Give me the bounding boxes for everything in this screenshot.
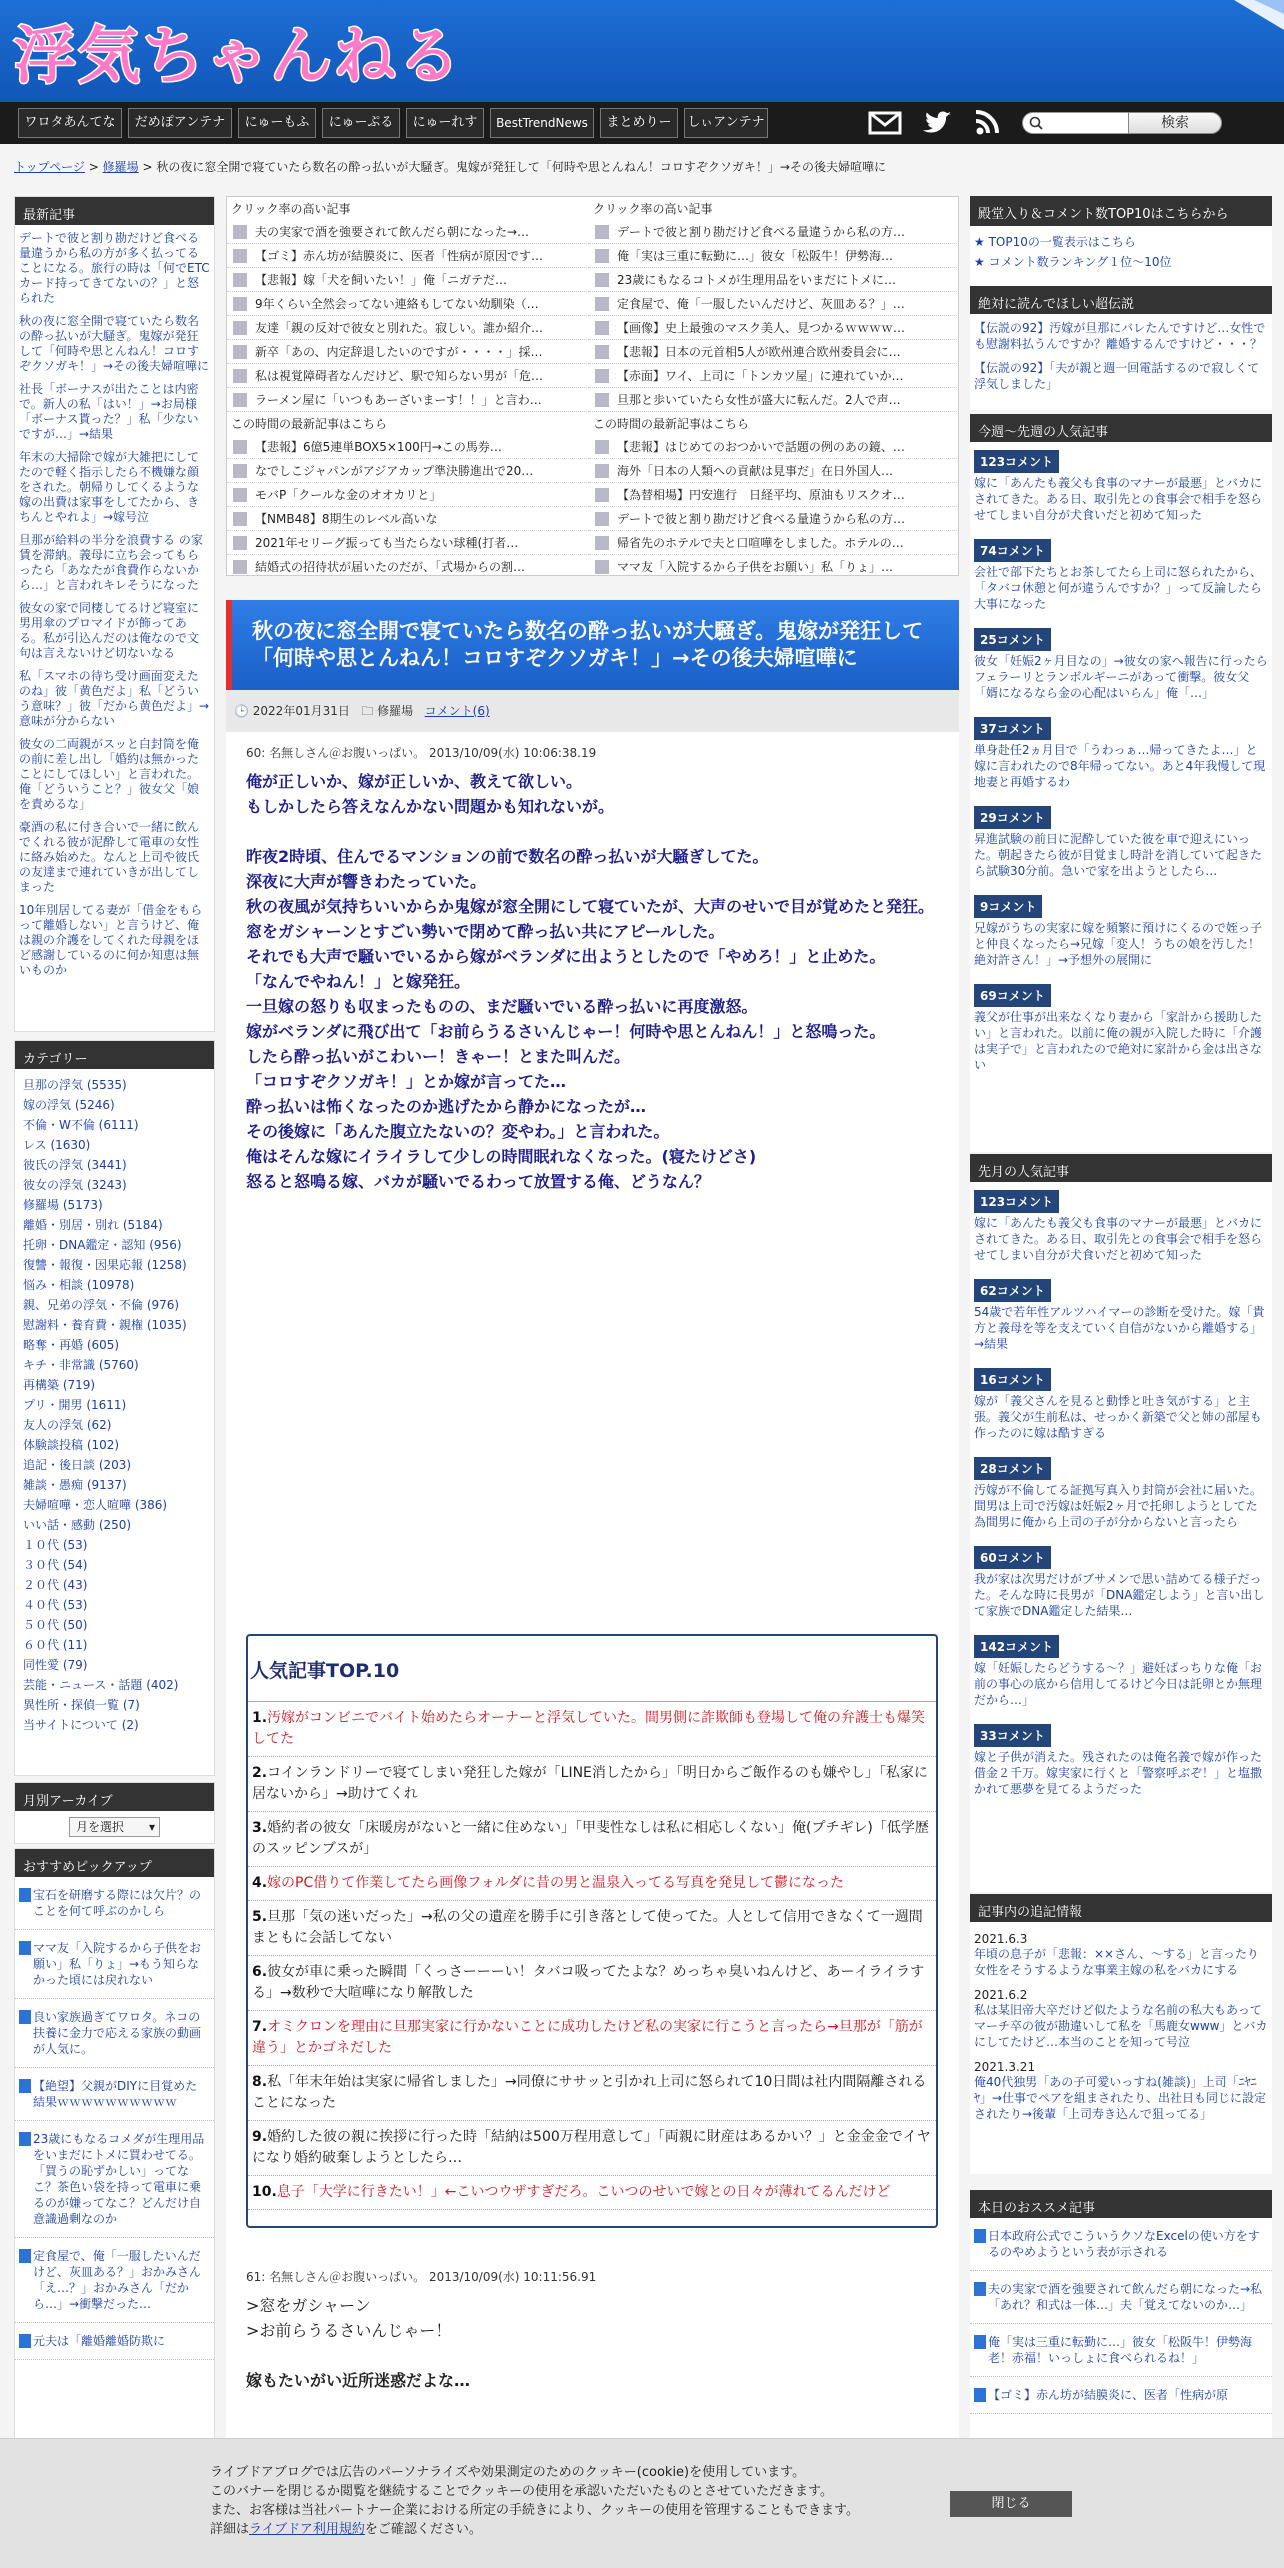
update-date: 2021.6.2 — [974, 1988, 1028, 2002]
search-icon — [1029, 116, 1043, 130]
category-link[interactable]: 略奪・再婚 (605) — [23, 1338, 120, 1352]
site-logo[interactable]: 浮気ちゃんねる — [14, 19, 463, 92]
nav-item-matomery[interactable]: まとめりー — [600, 108, 678, 138]
clock-icon: 🕒 — [234, 704, 249, 718]
crosslink-text: 【ゴミ】赤ん坊が結膜炎に、医者「性病が原因です… — [255, 249, 544, 263]
crosslink-thumbnail — [233, 393, 247, 407]
category-link[interactable]: 復讐・報復・因果応報 (1258) — [23, 1258, 187, 1272]
category-link[interactable]: ５０代 (50) — [23, 1618, 88, 1632]
post-line: 俺が正しいか、嫁が正しいか、教えて欲しい。 — [246, 772, 583, 791]
pickup-link[interactable]: 【絶望】父親がDIYに目覚めた結果ｗｗｗｗｗｗｗｗｗｗ — [15, 2068, 214, 2121]
crosslink-title-4: この時間の最新記事はこちら — [593, 417, 750, 431]
popular-article-link[interactable]: 嫁に「あんたも義父も食事のマナーが最悪」とバカにされてきた。ある日、取引先との食事会で相手を怒らせてしまい自分が犬食いだと初めて知った — [974, 476, 1263, 522]
post-line: 嫁がベランダに飛び出て「お前らうるさいんじゃー！何時や思とんねん！」と怒鳴った。 — [246, 1022, 886, 1041]
comment-count-badge: 37コメント — [974, 717, 1051, 740]
popular-article-link[interactable]: 54歳で若年性アルツハイマーの診断を受けた。嫁「貴方と義母を等を支えていく自信がないから離婚する」→結果 — [974, 1305, 1265, 1351]
crosslink-text: 友達「親の反対で彼女と別れた。寂しい。誰か紹介… — [255, 321, 544, 335]
crosslink-thumbnail — [595, 297, 609, 311]
crosslink-item[interactable] — [227, 292, 589, 316]
chevron-down-icon: ▾ — [148, 1820, 155, 1834]
crosslink-thumbnail — [233, 297, 247, 311]
post-line: 「なんでやねん！」と嫁発狂。 — [246, 972, 471, 991]
comment-count-badge: 62コメント — [974, 1279, 1051, 1302]
category-link[interactable]: 芸能・ニュース・話題 (402) — [23, 1678, 179, 1692]
post-line: 「コロすぞクソガキ！」とか嫁が言ってた… — [246, 1072, 567, 1091]
cookie-text-line: また、お客様は当社パートナー企業における所定の手続きにより、クッキーの使用を管理することもできます。 — [210, 2503, 859, 2518]
crosslink-thumbnail — [595, 369, 609, 383]
site-header — [0, 0, 1284, 102]
post-line: 俺はそんな嫁にイライラして少しの時間眠れなくなった。(寝たけどさ) — [246, 1147, 757, 1166]
ranking-number: 4. — [252, 1875, 268, 1891]
crosslink-thumbnail — [233, 440, 247, 454]
category-link[interactable]: 嫁の浮気 (5246) — [23, 1098, 115, 1112]
ranking-text: 彼女が車に乗った瞬間「くっさーーーい！タバコ吸ってたよな？めっちゃ臭いねんけど、あーイライラする」→数秒で大喧嘩になり解散した — [252, 1964, 925, 2001]
recommend-link[interactable]: 俺「実は三重に転勤に…」彼女「松阪牛！伊勢海老！赤福！いっしょに食べられるね！」 — [970, 2324, 1272, 2377]
ranking-item[interactable] — [248, 1702, 936, 1757]
ranking-number: 5. — [252, 1909, 268, 1925]
comment-count-badge: 29コメント — [974, 806, 1051, 829]
nav-item-warota[interactable]: ワロタあんてな — [18, 108, 122, 138]
comment-count-badge: 74コメント — [974, 539, 1051, 562]
top10-box — [970, 196, 1272, 288]
article-comments-link[interactable]: コメント(6) — [424, 704, 490, 718]
popular-top10-title: 人気記事TOP.10 — [248, 1646, 936, 1702]
crosslink-thumbnail — [233, 369, 247, 383]
crosslink-text: デートで彼と割り勘だけど食べる量違うから私の方… — [617, 512, 906, 526]
post-line: したら酔っ払いがこわいー！きゃー！とまた叫んだ。 — [246, 1047, 631, 1066]
crosslink-item[interactable] — [589, 459, 957, 483]
crosslink-title-1: クリック率の高い記事 — [231, 202, 351, 216]
crosslink-text: 【悲報】日本の元首相5人が欧州連合欧州委員会に… — [617, 345, 901, 359]
cookie-close-button[interactable]: 閉じる — [950, 2491, 1072, 2517]
post-line: もしかしたら答えなんかない問題かも知れないが。 — [246, 797, 615, 816]
crosslink-text: 【悲報】はじめてのおつかいで話題の例のあの鏡、… — [617, 440, 905, 454]
category-link[interactable]: 悩み・相談 (10978) — [23, 1278, 135, 1292]
crosslink-text: 俺「実は三重に転勤に…」彼女「松阪牛！伊勢海… — [617, 249, 894, 263]
crosslink-thumbnail — [595, 560, 609, 574]
recent-article-link[interactable]: デートで彼と割り勘だけど食べる量違うから私の方が多く払ってることになる。旅行の時は「何でETCカード持ってきてないの？」と怒られた — [19, 231, 210, 305]
ranking-number: 2. — [252, 1765, 268, 1781]
crosslink-thumbnail — [233, 321, 247, 335]
crosslink-thumbnail — [595, 249, 609, 263]
crosslink-text: 夫の実家で酒を強要されて飲んだら朝になった→… — [255, 225, 530, 239]
crosslink-thumbnail — [595, 536, 609, 550]
crosslink-thumbnail — [233, 249, 247, 263]
crosslink-text: 結婚式の招待状が届いたのだが、「式場からの割… — [255, 560, 526, 574]
recent-article-link[interactable]: 年末の大掃除で嫁が大雑把にしてたので軽く指示したら不機嫌な顔をされた。朝帰りしてくるような嫁の出費は家事をしてたから、きちんとやれよ」→嫁号泣 — [19, 450, 200, 524]
top10-title: 殿堂入り＆コメント数TOP10はこちらから — [970, 196, 1272, 226]
archive-select[interactable]: 月を選択 ▾ — [69, 1817, 160, 1837]
category-link[interactable]: 彼女の浮気 (3243) — [23, 1178, 127, 1192]
crosslink-text: 定食屋で、俺「一服したいんだけど、灰皿ある？」… — [617, 297, 905, 311]
categories-box — [14, 1040, 215, 1776]
crosslink-title-2: クリック率の高い記事 — [593, 202, 713, 216]
crosslink-thumbnail — [595, 345, 609, 359]
popular-article-link[interactable]: 会社で部下たちとお茶してたら上司に怒られたから、「タバコ休憩と何が違うんですか？」って反論したら大事になった — [974, 565, 1263, 611]
comment-count-badge: 60コメント — [974, 1546, 1051, 1569]
pickup-link[interactable]: 宝石を研磨する際には欠片？のことを何て呼ぶのかしら — [15, 1877, 214, 1930]
category-link[interactable]: レス (1630) — [23, 1138, 91, 1152]
post-line — [246, 2343, 946, 2368]
post-line: >お前らうるさいんじゃー！ — [246, 2321, 452, 2340]
crosslink-item[interactable] — [227, 459, 589, 483]
popular-article-link[interactable]: 単身赴任2ヵ月目で「うわっぁ…帰ってきたよ…」と嫁に言われたので8年帰ってない。あと4年我慢して現地妻と再婚するわ — [974, 743, 1266, 789]
category-link[interactable]: 友人の浮気 (62) — [23, 1418, 112, 1432]
search-button[interactable]: 検索 — [1128, 112, 1222, 134]
pickup-link[interactable]: 元夫は「離婚離婚防欺に — [15, 2323, 214, 2360]
category-link[interactable]: 旦那の浮気 (5535) — [23, 1078, 127, 1092]
category-link[interactable]: 修羅場 (5173) — [23, 1198, 103, 1212]
ranking-item[interactable] — [248, 1956, 936, 2011]
crosslink-text: 【悲報】6億5連単BOX5×100円→この馬券… — [255, 440, 502, 454]
crosslink-text: 帰省先のホテルで夫と口喧嘩をしました。ホテルの… — [617, 536, 904, 550]
crosslink-thumbnail — [233, 464, 247, 478]
ranking-number: 10. — [252, 2184, 277, 2200]
nav-item-damepo[interactable]: だめぽアンテナ — [128, 108, 232, 138]
category-link[interactable]: プリ・開男 (1611) — [23, 1398, 127, 1412]
popular-article-link[interactable]: 嫁と子供が消えた。残されたのは俺名義で嫁が作った借金２千万。嫁実家に行くと「警察呼ぶぞ！」と塩撒かれて悪夢を見てるようだった — [974, 1750, 1263, 1796]
article-title: 秋の夜に窓全開で寝ていたら数名の酔っ払いが大騒ぎ。鬼嫁が発狂して「何時や思とんねん！コロすぞクソガキ！」→その後夫婦喧嘩に — [226, 600, 959, 690]
post-line: 怒ると怒鳴る嫁、バカが騒いでるわって放置する俺、どうなん？ — [246, 1172, 710, 1191]
recommend-link[interactable]: 日本政府公式でこういうクソなExcelの使い方をするのやめようという表が示される — [970, 2218, 1272, 2271]
pickup-link[interactable]: 23歳にもなるコメダが生理用品をいまだにトメに買わせてる。「買うの恥ずかしい」ってなこ？茶色い袋を持って電車に乗るのが嫌ってなこ？どんだけ自意識過剰なのか — [15, 2121, 214, 2238]
popular-article-link[interactable]: 嫁が「義父さんを見ると動悸と吐き気がする」と主張。義父が生前私は、せっかく新築で父と姉の部屋も作ったのに嫁は酷すぎる — [974, 1394, 1262, 1440]
crosslink-text: 海外「日本の人類への貢献は見事だ」在日外国人… — [617, 464, 894, 478]
cookie-text-line: 詳細はライブドア利用規約をご確認ください。 — [210, 2522, 482, 2537]
comment-count-badge: 142コメント — [974, 1635, 1059, 1658]
crosslink-thumbnail — [595, 488, 609, 502]
recent-article-link[interactable]: 私「スマホの待ち受け画面変えたのね」彼「黄色だよ」私「どういう意味？」彼「だから黄色だよ」→意味が分からない — [19, 669, 210, 728]
pickup-link[interactable]: 定食屋で、俺「一服したいんだけど、灰皿ある？」おかみさん「え…？」おかみさん「だから…」→衝撃だった… — [15, 2238, 214, 2323]
crosslink-item[interactable] — [227, 388, 589, 412]
crosslink-thumbnail — [233, 345, 247, 359]
category-link[interactable]: 彼氏の浮気 (3441) — [23, 1158, 127, 1172]
ranking-item[interactable] — [248, 1901, 936, 1956]
crosslink-item[interactable] — [227, 483, 589, 507]
popular-article-link[interactable]: 彼女「妊娠2ヶ月目なの」→彼女の家へ報告に行ったらフェラーリとランボルギーニがあって衝撃。彼女父「婿になるなら金の心配はいらん」俺「…」 — [974, 654, 1268, 700]
ranking-item[interactable] — [248, 1867, 936, 1901]
recent-articles-box — [14, 196, 215, 1032]
popular-article-link[interactable]: 我が家は次男だけがブサメンで思い詰めてる様子だった。そんな時に長男が「DNA鑑定しよう」と言い出して家族でDNA鑑定した結果… — [974, 1572, 1265, 1618]
pickup-link[interactable]: ママ友「入院するから子供をお願い」私「りょ」→もう知らなかった頃には戻れない — [15, 1930, 214, 1999]
post-line: 一旦嫁の怒りも収まったものの、まだ騒いでいる酔っ払いに再度激怒。 — [246, 997, 758, 1016]
cookie-text-line: ライブドアブログでは広告のパーソナライズや効果測定のためのクッキー(cookie)を使用しています。 — [210, 2465, 806, 2480]
crosslink-text: 私は視覚障碍者なんだけど、駅で知らない男が「危… — [255, 369, 544, 383]
rss-icon[interactable] — [972, 109, 1006, 137]
ranking-number: 6. — [252, 1964, 268, 1980]
nav-item-nyuresu[interactable]: にゅーれす — [406, 108, 484, 138]
crosslink-text: 旦那と歩いていたら女性が盛大に転んだ。2人で声… — [617, 393, 901, 407]
popular-article-link[interactable]: 嫁「妊娠したらどうする～？」避妊ばっちりな俺「お前の事心の底から信用してるけど今日は託卵とか無理だから…」 — [974, 1661, 1263, 1707]
popular-article-link[interactable]: 兄嫁がうちの実家に嫁を頻繁に預けにくるので姪っ子と仲良くなったら→兄嫁「変人！うちの娘を汚した！絶対許さん！」→予想外の展開に — [974, 921, 1263, 967]
category-link[interactable]: ６０代 (11) — [23, 1638, 88, 1652]
recent-article-link[interactable]: 秋の夜に窓全開で寝ていたら数名の酔っ払いが大騒ぎ。鬼嫁が発狂して「何時や思とんねん！コロすぞクソガキ！」→その後夫婦喧嘩に — [19, 314, 210, 373]
nav-item-shii[interactable]: しぃアンテナ — [684, 108, 768, 138]
post-line — [246, 819, 939, 844]
crosslink-title-3: この時間の最新記事はこちら — [231, 417, 388, 431]
crosslink-text: なでしこジャパンがアジアカップ準決勝進出で20… — [255, 464, 534, 478]
crosslink-item[interactable] — [589, 435, 957, 459]
category-link[interactable]: 当サイトについて (2) — [23, 1718, 139, 1732]
comment-count-badge: 33コメント — [974, 1724, 1051, 1747]
ranking-text: 息子「大学に行きたい！」←こいつウザすぎだろ。こいつのせいで嫁との日々が薄れてるんだけど — [276, 2184, 891, 2200]
crosslink-thumbnail — [595, 321, 609, 335]
ranking-text: 嫁のPC借りて作業してたら画像フォルダに昔の男と温泉入ってる写真を発見して鬱になった — [267, 1875, 845, 1891]
category-link[interactable]: 同性愛 (79) — [23, 1658, 88, 1672]
comment-ranking-link[interactable]: ★ コメント数ランキング１位～10位 — [974, 255, 1172, 269]
monthly-popular-box — [970, 1154, 1272, 1892]
crosslink-item[interactable] — [589, 268, 957, 292]
crosslink-item[interactable] — [227, 364, 589, 388]
crosslink-item[interactable] — [227, 244, 589, 268]
recommend-link[interactable]: 夫の実家で酒を強要されて飲んだら朝になった→私「あれ？和式は一体…」夫「覚えてないのか…」 — [970, 2271, 1272, 2324]
post-line: その後嫁に「あんた腹立たないの？変やわ。」と言われた。 — [246, 1122, 670, 1141]
post-line: 深夜に大声が響きわたっていた。 — [246, 872, 487, 891]
ranking-text: 私「年末年始は実家に帰省しました」→同僚にササッと引かれ上司に怒られて10日間は社内間隔離されることになった — [252, 2074, 927, 2111]
crosslink-item[interactable] — [589, 555, 957, 576]
comment-count-badge: 28コメント — [974, 1457, 1051, 1480]
crosslink-item[interactable] — [589, 531, 957, 555]
crosslink-text: 9年くらい全然会ってない連絡もしてない幼馴染（… — [255, 297, 539, 311]
crosslink-text: モバP「クールな金のオオカリと」 — [255, 488, 442, 502]
weekly-popular-box — [970, 414, 1272, 1152]
cookie-banner — [0, 2438, 1284, 2568]
ranking-item[interactable] — [248, 2066, 936, 2121]
comment-count-badge: 16コメント — [974, 1368, 1051, 1391]
update-link[interactable]: 俺40代独男「あの子可愛いっすね(雑談)」上司「ﾆﾔﾆﾔ」→仕事でペアを組まされたり、出社日も同じに設定されたり→後輩「上司寿き込んで狙ってる」 — [974, 2075, 1267, 2121]
breadcrumb-current: 秋の夜に窓全開で寝ていたら数名の酔っ払いが大騒ぎ。鬼嫁が発狂して「何時や思とんねん！コロすぞクソガキ！」→その後夫婦喧嘩に — [156, 160, 886, 174]
recommend-title: 本日のおススメ記事 — [970, 2190, 1272, 2218]
recent-article-link[interactable]: 旦那が給料の半分を浪費する の家賃を滞納。義母に立ち会ってもらったら「あなたが食費作らないから…」と言われキレそうになった — [19, 533, 203, 592]
crosslink-item[interactable] — [589, 316, 957, 340]
crosslink-item[interactable] — [589, 220, 957, 244]
popular-article-link[interactable]: 嫁に「あんたも義父も食事のマナーが最悪」とバカにされてきた。ある日、取引先との食事会で相手を怒らせてしまい自分が犬食いだと初めて知った — [974, 1216, 1263, 1262]
crosslink-text: 新卒「あの、内定辞退したいのですが・・・・」採… — [255, 345, 543, 359]
pickup-title: おすすめピックアップ — [15, 1849, 214, 1877]
crosslink-text: ママ友「入院するから子供をお願い」私「りょ」… — [617, 560, 894, 574]
folder-icon: 🗀 — [361, 704, 374, 718]
recommend-link[interactable]: 【ゴミ】赤ん坊が結膜炎に、医者「性病が原 — [970, 2377, 1272, 2414]
update-link[interactable]: 私は某旧帝大卒だけど似たような名前の私大もあってマーチ卒の彼が勘違いして私を「馬鹿女www」とバカにしてたけど…本当のことを知って号泣 — [974, 2003, 1268, 2049]
category-link[interactable]: 慰謝料・養育費・親権 (1035) — [23, 1318, 187, 1332]
category-link[interactable]: 体験談投稿 (102) — [23, 1438, 120, 1452]
crosslink-item[interactable] — [227, 507, 589, 531]
crosslink-thumbnail — [595, 512, 609, 526]
crosslink-thumbnail — [233, 536, 247, 550]
ranking-number: 7. — [252, 2019, 268, 2035]
crosslink-item[interactable] — [227, 268, 589, 292]
post-line: >窓をガシャーン — [246, 2296, 371, 2315]
crosslink-item[interactable] — [227, 316, 589, 340]
recent-article-link[interactable]: 社長「ボーナスが出たことは内密で。新人の私「はい！」→お局様「ボーナス貰った？」私「少ないですが…」→結果 — [19, 382, 199, 441]
crosslink-item[interactable] — [227, 340, 589, 364]
crosslink-text: 2021年セリーグ振っても当たらない球種(打者… — [255, 536, 519, 550]
ranking-item[interactable] — [248, 1757, 936, 1812]
ranking-text: コインランドリーで寝てしまい発狂した嫁が「LINE消したから」「明日からご飯作るのも嫌やし」「私家に居ないから」→助けてくれ — [252, 1765, 928, 1802]
popular-article-link[interactable]: 義父が仕事が出来なくなり妻から「家計から援助したい」と言われた。以前に俺の親が入院した時に「介護は実子で」と言われたので絶対に家計から金は出さない — [974, 1010, 1263, 1072]
archive-box — [14, 1782, 215, 1844]
crosslink-thumbnail — [233, 488, 247, 502]
category-link[interactable]: ２０代 (43) — [23, 1578, 88, 1592]
post-line: 窓をガシャーンとすごい勢いで閉めて酔っ払い共にアピールした。 — [246, 922, 725, 941]
category-link[interactable]: キチ・非常識 (5760) — [23, 1358, 139, 1372]
must-read-link[interactable]: 【伝説の92】汚嫁が旦那にバレたんですけど…女性でも慰謝料払うんですか？離婚するんですけど・・・？ — [974, 321, 1266, 351]
crosslink-item[interactable] — [227, 435, 589, 459]
category-link[interactable]: 親、兄弟の浮気・不倫 (976) — [23, 1298, 180, 1312]
nav-item-nyupuru[interactable]: にゅーぷる — [322, 108, 400, 138]
top10-list-link[interactable]: ★ TOP10の一覧表示はこちら — [974, 235, 1136, 249]
crosslink-text: 【NMB48】8期生のレベル高いな — [255, 512, 438, 526]
livedoor-terms-link[interactable]: ライブドア利用規約 — [249, 2522, 365, 2537]
updates-title: 記事内の追記情報 — [970, 1894, 1272, 1922]
breadcrumb-category[interactable]: 修羅場 — [102, 160, 139, 174]
ranking-text: 旦那「気の迷いだった」→私の父の遺産を勝手に引き落として使ってた。人として信用できなくて一週間まともに会話してない — [252, 1909, 923, 1946]
category-link[interactable]: 異性所・探偵一覧 (7) — [23, 1698, 140, 1712]
crosslink-thumbnail — [233, 273, 247, 287]
ranking-text: 婚約者の彼女「床暖房がないと一緒に住めない」「甲斐性なしは私に相応しくない」俺(プチギレ)「低学歴のスッピンブスが」 — [252, 1820, 929, 1857]
crosslink-thumbnail — [595, 464, 609, 478]
ranking-number: 3. — [252, 1820, 268, 1836]
crosslink-item[interactable] — [227, 555, 589, 576]
breadcrumb: トップページ > 修羅場 > 秋の夜に窓全開で寝ていたら数名の酔っ払いが大騒ぎ。鬼嫁が発狂して「何時や思とんねん！コロすぞクソガキ！」→その後夫婦喧嘩に — [14, 160, 886, 174]
crosslink-thumbnail — [595, 440, 609, 454]
ranking-text: 汚嫁がコンビニでバイト始めたらオーナーと浮気していた。間男側に詐欺師も登場して俺の弁護士も爆笑してた — [252, 1710, 926, 1747]
recent-article-link[interactable]: 彼女の家で同棲してるけど寝室に男用傘のプロマイドが飾ってある。私が引込んだのは俺なので文句は言えないけど切ないなる — [19, 601, 200, 660]
update-link[interactable]: 年頃の息子が「悲報：××さん、～する」と言ったり女性をそうするような事業主嫁の私をバカにする — [974, 1947, 1259, 1977]
post-line: 昨夜2時頃、住んでるマンションの前で数名の酔っ払いが大騒ぎしてた。 — [246, 847, 769, 866]
comment-count-badge: 123コメント — [974, 450, 1059, 473]
post-60-meta: 60: 名無しさん＠お腹いっぱい。 2013/10/09(水) 10:06:38.19 — [246, 746, 597, 760]
crosslink-item[interactable] — [589, 364, 957, 388]
crosslink-thumbnail — [233, 512, 247, 526]
post-line: 嫁もたいがい近所迷惑だよな… — [246, 2371, 471, 2390]
weekly-popular-title: 今週～先週の人気記事 — [970, 414, 1272, 442]
ranking-number: 9. — [252, 2129, 268, 2145]
must-read-box — [970, 286, 1272, 410]
crosslink-text: ラーメン屋に「いつもあーざいまーす！！」と言わ… — [255, 393, 542, 407]
comment-count-badge: 9コメント — [974, 895, 1042, 918]
ranking-text: 婚約した彼の親に挨拶に行った時「結納は500万程用意して」「両親に財産はあるかい？」と金金金でイヤになり婚約破棄しようとしたら… — [252, 2129, 931, 2166]
comment-count-badge: 123コメント — [974, 1190, 1059, 1213]
category-link[interactable]: 離婚・別居・別れ (5184) — [23, 1218, 163, 1232]
mail-icon[interactable] — [868, 109, 902, 137]
post-line: それでも大声で騒いでいるから嫁がベランダに出ようとしたので「やめろ！」と止めた。 — [246, 947, 886, 966]
crosslink-thumbnail — [233, 560, 247, 574]
crosslink-item[interactable] — [589, 244, 957, 268]
ranking-number: 8. — [252, 2074, 268, 2090]
twitter-icon[interactable] — [920, 109, 954, 137]
category-link[interactable]: いい話・感動 (250) — [23, 1518, 132, 1532]
category-link[interactable]: ３０代 (54) — [23, 1558, 88, 1572]
popular-article-link[interactable]: 汚嫁が不倫してる証拠写真入り封筒が会社に届いた。間男は上司で汚嫁は妊娠2ヶ月で托卵しようとしてた為間男に俺から上司の子が分からないと言ったら — [974, 1483, 1263, 1529]
nav-item-besttrend[interactable]: BestTrendNews — [490, 108, 594, 138]
category-link[interactable]: 追記・後日談 (203) — [23, 1458, 132, 1472]
popular-article-link[interactable]: 昇進試験の前日に泥酔していた彼を車で迎えにいった。朝起きたら彼が目覚まし時計を消していて起きたら試験30分前。急いで家を出ようとしたら… — [974, 832, 1263, 878]
updates-box — [970, 1894, 1272, 2174]
archive-title: 月別アーカイブ — [15, 1783, 214, 1811]
article — [226, 600, 959, 2568]
must-read-title: 絶対に読んでほしい超伝説 — [970, 286, 1272, 314]
crosslink-item[interactable] — [227, 220, 589, 244]
popular-top10-box — [246, 1634, 938, 2228]
crosslink-text: デートで彼と割り勘だけど食べる量違うから私の方… — [617, 225, 906, 239]
nav-item-nyumofu[interactable]: にゅーもふ — [238, 108, 316, 138]
ranking-item[interactable] — [248, 2176, 936, 2210]
category-link[interactable]: １０代 (53) — [23, 1538, 88, 1552]
post-line: 酔っ払いは怖くなったのか逃げたから静かになったが… — [246, 1097, 647, 1116]
crosslink-text: 【悲報】嫁「犬を飼いたい！」俺「ニガテだ… — [255, 273, 508, 287]
update-date: 2021.3.21 — [974, 2060, 1036, 2074]
category-link[interactable]: 托卵・DNA鑑定・認知 (956) — [23, 1238, 182, 1252]
article-category[interactable]: 修羅場 — [377, 704, 414, 718]
crosslink-box — [226, 196, 959, 576]
ranking-item[interactable] — [248, 2011, 936, 2066]
crosslink-thumbnail — [595, 393, 609, 407]
update-date: 2021.6.3 — [974, 1932, 1028, 1946]
recent-article-link[interactable]: 10年別居してる妻が「借金をもらって離婚しない」と言うけど、俺は親の介護をしてくれた母親をほど感謝しているのに何か知恵は無いものか — [19, 903, 203, 977]
recent-article-link[interactable]: 豪酒の私に付き合いで一緒に飲んでくれる彼が泥酔して電車の女性に絡み始めた。なんと上司や彼氏の友達まで連れていきが出してしまった — [19, 820, 200, 894]
cookie-text-line: このバナーを閉じるか閲覧を継続することでクッキーの使用を承認いただいたものとさせていただきます。 — [210, 2484, 833, 2499]
category-link[interactable]: 不倫・W不倫 (6111) — [23, 1118, 139, 1132]
recent-articles-title: 最新記事 — [15, 197, 214, 225]
must-read-link[interactable]: 【伝説の92】「夫が親と週一回電話するので寂しくて浮気しました」 — [974, 361, 1260, 391]
monthly-popular-title: 先月の人気記事 — [970, 1154, 1272, 1182]
article-date: 2022年01月31日 — [252, 704, 350, 718]
breadcrumb-home[interactable]: トップページ — [14, 160, 85, 174]
crosslink-item[interactable] — [589, 388, 957, 412]
ranking-text: オミクロンを理由に旦那実家に行かないことに成功したけど私の実家に行こうと言ったら→旦那が「筋が違う」とかゴネだした — [252, 2019, 923, 2056]
crosslink-item[interactable] — [589, 292, 957, 316]
post-line: 秋の夜風が気持ちいいからか鬼嫁が窓全開にして寝ていたが、大声のせいで目が覚めたと発狂。 — [246, 897, 935, 916]
crosslink-text: 【赤面】ワイ、上司に「トンカツ屋」に連れていか… — [617, 369, 904, 383]
ranking-number: 1. — [252, 1710, 268, 1726]
category-link[interactable]: 再構築 (719) — [23, 1378, 96, 1392]
crosslink-thumbnail — [595, 225, 609, 239]
article-meta — [226, 690, 959, 732]
crosslink-item[interactable] — [227, 531, 589, 555]
post-61-meta: 61: 名無しさん＠お腹いっぱい。 2013/10/09(水) 10:11:56.91 — [246, 2270, 597, 2284]
category-link[interactable]: ４０代 (53) — [23, 1598, 88, 1612]
category-link[interactable]: 夫婦喧嘩・恋人喧嘩 (386) — [23, 1498, 168, 1512]
comment-count-badge: 69コメント — [974, 984, 1051, 1007]
corner-decoration-icon — [1214, 0, 1284, 40]
ranking-item[interactable] — [248, 2121, 936, 2176]
pickup-link[interactable]: 良い家族過ぎてワロタ。ネコの扶養に金力で応える家族の動画が人気に。 — [15, 1999, 214, 2068]
categories-title: カテゴリー — [15, 1041, 214, 1069]
crosslink-thumbnail — [233, 225, 247, 239]
crosslink-item[interactable] — [589, 340, 957, 364]
crosslink-item[interactable] — [589, 483, 957, 507]
ranking-item[interactable] — [248, 1812, 936, 1867]
category-link[interactable]: 雑談・愚痴 (9137) — [23, 1478, 127, 1492]
crosslink-text: 【画像】史上最強のマスク美人、見つかるｗｗｗｗ… — [617, 321, 906, 335]
crosslink-text: 【為替相場】円安進行 日経平均、原油もリスクオ… — [617, 488, 905, 502]
crosslink-text: 23歳にもなるコトメが生理用品をいまだにトメに… — [617, 273, 897, 287]
comment-count-badge: 25コメント — [974, 628, 1051, 651]
crosslink-item[interactable] — [589, 507, 957, 531]
crosslink-thumbnail — [595, 273, 609, 287]
recent-article-link[interactable]: 彼女の二両親がスッと白封筒を俺の前に差し出し「婚約は無かったことにしてほしい」と言われた。俺「どういうこと？」彼女父「娘を責めるな」 — [19, 737, 200, 811]
